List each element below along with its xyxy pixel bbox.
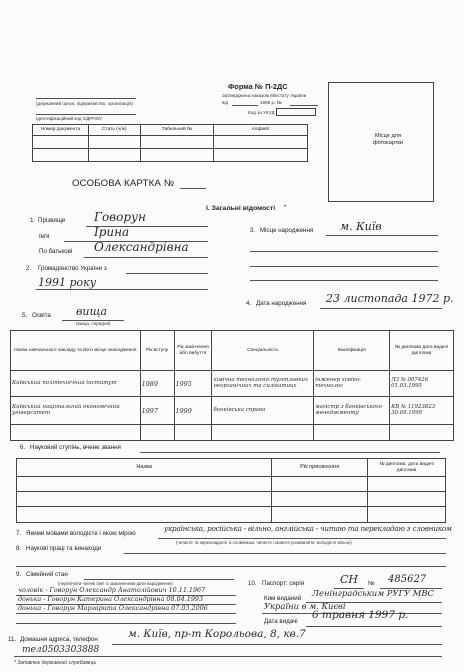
org-caption: (державний орган, підприємство, організація) <box>36 101 133 106</box>
family-caption: (перелічити членів сім'ї із зазначенням дати народження) <box>58 581 173 586</box>
edu-col-end: Рік закінчення або вибуття <box>174 331 212 371</box>
name-label: Ім'я <box>39 233 50 240</box>
passport-series: СН <box>340 573 359 586</box>
issued-by-value-2: України в м. Києві <box>264 601 346 611</box>
degree-col-diploma: № диплома, дата видачі диплома <box>368 459 446 477</box>
ukud-label: Код за УКУД <box>248 110 275 115</box>
issued-by-value-1: Ленінградським РУГУ МВС <box>312 588 434 598</box>
edu-col-qualification: Кваліфікація <box>314 331 390 371</box>
languages-caption: (читаєте та перекладаєте зі словником, читаєте і можете розмовляти, володієте вільно) <box>176 540 352 545</box>
issue-date-value: 6 травня 1997 р. <box>312 609 409 621</box>
patronymic-label: По батькові <box>39 248 73 255</box>
field6-number: 6. <box>20 444 26 451</box>
edu-school: Київський політехнічний інститут <box>11 371 141 397</box>
footnote: * Заповнює державний службовець <box>14 660 97 666</box>
ukud-box <box>276 108 316 116</box>
edu-end: 1999 <box>174 397 212 425</box>
section1-title: І. Загальні відомості <box>206 205 276 212</box>
passport-number: 485627 <box>388 574 427 585</box>
edu-col-specialty: Спеціальність <box>212 331 314 371</box>
address-label: Домашня адреса, телефон <box>20 636 98 643</box>
birthplace-value: м. Київ <box>340 220 382 233</box>
edu-specialty: банківська справа <box>212 397 314 425</box>
header-col-doc-number: Номер документа <box>33 125 89 136</box>
field2-number: 2. <box>26 265 32 272</box>
phone-prefix: тел. <box>22 645 45 655</box>
field10-number: 10. <box>248 580 257 587</box>
okpo-caption: Ідентифікаційний код ЄДРПОУ <box>36 116 102 121</box>
citizenship-label: Громадянство України з <box>38 265 107 272</box>
edu-qualification: інженер хіміко-технолог <box>314 371 390 397</box>
header-col-tab-number: Табельний № <box>140 125 214 136</box>
edu-start: 1989 <box>140 371 174 397</box>
field11-number: 11. <box>8 636 17 643</box>
field4-number: 4. <box>246 300 252 307</box>
edu-start: 1997 <box>140 397 174 425</box>
languages-value: українська, російська - вільно, англійська - читаю та перекладаю з словником <box>164 524 452 533</box>
field5-number: 5. <box>22 312 28 319</box>
birthdate-value: 23 листопада 1972 р. <box>326 292 454 305</box>
edu-specialty: хімічна технологія тугоплавких неорганічних та силікатних <box>212 371 314 397</box>
family-line-1: чоловік - Говорун Олександр Анатолійович 10.11.1967 <box>18 586 206 594</box>
edu-col-start: Рік вступу <box>140 331 174 371</box>
header-col-alphabet: Алфавіт <box>214 125 308 136</box>
field1-number: 1. <box>30 217 36 224</box>
field7-number: 7. <box>16 530 22 537</box>
issue-date-label: Дата видачі <box>264 618 298 625</box>
family-line-2: донька - Говорун Катерина Олександрівна 08.04.1993 <box>18 595 204 603</box>
photo-box <box>328 82 434 202</box>
approval-line: Затверджена наказом Мінстату України <box>222 93 307 98</box>
surname-value: Говорун <box>94 210 146 224</box>
edu-col-diploma: № диплома дата видачі диплома <box>390 331 454 371</box>
degree-table <box>16 458 446 523</box>
field9-number: 9. <box>16 571 22 578</box>
surname-label: Прізвище <box>38 217 66 224</box>
education-table <box>10 330 454 441</box>
form-number: Форма № П-2ДС <box>228 82 288 91</box>
table-row <box>11 397 454 425</box>
edu-diploma: КВ № 11923823 30.09.1999 <box>390 397 454 425</box>
education-value: вища <box>76 305 108 318</box>
degree-col-year: Рік присвоєння <box>272 459 368 477</box>
degree-label: Науковий ступінь, вчене звання <box>30 444 121 451</box>
table-row <box>11 371 454 397</box>
passport-label: Паспорт: серія <box>262 580 305 587</box>
address-value: м. Київ, пр-т Корольова, 8, кв.7 <box>128 628 306 640</box>
section1-star: * <box>284 205 287 211</box>
education-caption: (вища, середня) <box>76 321 111 326</box>
education-label: Освіта <box>32 312 51 319</box>
card-title: ОСОБОВА КАРТКА № <box>72 178 175 189</box>
edu-end: 1995 <box>174 371 212 397</box>
citizenship-value: 1991 року <box>38 276 97 289</box>
degree-col-name: Назва <box>17 459 272 477</box>
works-label: Наукові праці та винаходи <box>26 545 102 552</box>
birthdate-label: Дата народження <box>256 300 307 307</box>
photo-label: Місце для фотокартки <box>372 133 403 147</box>
field3-number: 3. <box>250 227 256 234</box>
languages-label: Якими мовами володієте і якою мірою <box>26 530 136 537</box>
patronymic-value: Олександрівна <box>94 240 189 254</box>
edu-diploma: ЛЗ № 007426 01.03.1995 <box>390 371 454 397</box>
family-label: Сімейний стан <box>26 571 68 578</box>
field8-number: 8. <box>16 545 22 552</box>
family-line-3: донька - Говорун Маргарита Олександрівна 07.03.2006 <box>18 604 208 612</box>
header-col-sex: Стать (ч/ж) <box>88 125 140 136</box>
issued-by-label: Ким виданий <box>264 595 302 602</box>
birthplace-label: Місце народження <box>260 227 314 234</box>
approval-date-suffix: 1995 р. № <box>260 100 282 105</box>
edu-qualification: магістр з банківського менеджменту <box>314 397 390 425</box>
header-table <box>32 124 308 162</box>
edu-col-school: Назва навчального закладу та його місце знаходження <box>11 331 141 371</box>
phone-value: 0503303888 <box>42 645 100 655</box>
name-value: Ірина <box>94 225 130 239</box>
passport-number-label: № <box>368 580 375 587</box>
edu-school: Київський національний економічний університет <box>11 397 141 425</box>
approval-date-prefix: від <box>222 100 229 105</box>
